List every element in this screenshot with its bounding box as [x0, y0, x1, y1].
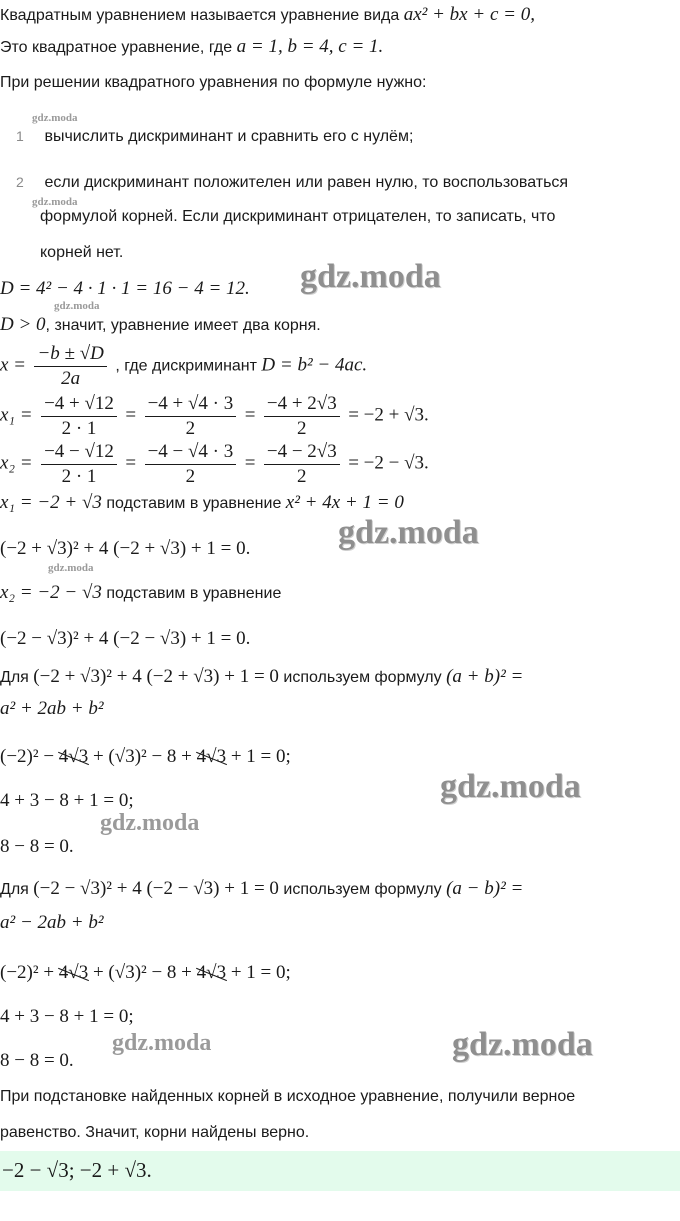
watermark-logo: gdz.moda: [338, 514, 479, 551]
cancelled-term: 4√3: [196, 746, 227, 767]
step-text: корней нет.: [40, 244, 124, 261]
intro-line-3: При решении квадратного уравнения по формуле нужно:: [0, 74, 427, 91]
check-x1: [0, 492, 404, 514]
expr-part: + 1 = 0;: [226, 746, 291, 767]
check-x2-substitution: (−2 − √3)² + 4 (−2 − √3) + 1 = 0.: [0, 628, 251, 649]
expand-minus-line-1: [0, 962, 291, 984]
formula-text: , где дискриминант: [115, 357, 257, 375]
step-number: 1: [16, 128, 24, 144]
expand-plus-line-2: 4 + 3 − 8 + 1 = 0;: [0, 790, 134, 811]
root-formula: [0, 342, 367, 391]
root-x2: x₂ = $\frac{-4 - √12}{2 \cdot 1}$ = $\frac{-4 - √4 \cdot 3}{2}$ = $\frac{-4 - 2√3}{2}$ = −2 − √3.: [0, 441, 429, 487]
root-result: = −2 + √3.: [348, 404, 429, 426]
expand-minus-line-3: 8 − 8 = 0.: [0, 1050, 74, 1071]
fraction-numerator: −4 − 2√3: [264, 440, 340, 465]
answer-box: [0, 1151, 680, 1191]
fraction-numerator: −4 − √4 · 3: [145, 440, 237, 465]
check-equation: x² + 4x + 1 = 0: [285, 492, 404, 513]
check-math: x₁ = −2 + √3: [0, 492, 102, 513]
cancelled-term: 4√3: [58, 962, 89, 983]
watermark-logo: gdz.moda: [440, 768, 581, 805]
fraction-numerator: −b ± √D: [34, 342, 106, 367]
expand-plus-line-1: [0, 746, 291, 768]
intro-text: Это квадратное уравнение, где: [0, 39, 233, 56]
block-expr: (−2 + √3)² + 4 (−2 + √3) + 1 = 0: [33, 666, 279, 687]
expand-minus-line-2: 4 + 3 − 8 + 1 = 0;: [0, 1006, 134, 1027]
discriminant-eq: D = 4² − 4 · 1 · 1 = 16 − 4 = 12.: [0, 278, 250, 299]
fraction-numerator: −4 − √12: [41, 440, 117, 465]
block-formula: (a − b)² =: [446, 878, 524, 899]
expr-part: (−2)² −: [0, 746, 59, 767]
root-lhs: x₁ =: [0, 404, 33, 426]
formula-disc: D = b² − 4ac.: [261, 354, 368, 376]
expand-plus-line-3: 8 − 8 = 0.: [0, 836, 74, 857]
fraction-numerator: −4 + 2√3: [264, 392, 340, 417]
check-x2: [0, 582, 281, 604]
root-lhs: x₂ =: [0, 452, 33, 474]
intro-math: ax² + bx + c = 0,: [403, 4, 535, 25]
fraction-denominator: 2 · 1: [61, 466, 97, 487]
conclusion-line-2: равенство. Значит, корни найдены верно.: [0, 1124, 310, 1141]
fraction-numerator: −4 + √4 · 3: [145, 392, 237, 417]
discriminant-text: , значит, уравнение имеет два корня.: [45, 317, 321, 334]
intro-line-1: [0, 4, 535, 26]
expr-part: + 1 = 0;: [226, 962, 291, 983]
step-number: 2: [16, 174, 24, 190]
fraction-denominator: 2 · 1: [61, 418, 97, 439]
block-text: используем формулу: [283, 881, 442, 898]
fraction-denominator: 2a: [61, 368, 81, 389]
expand-plus-header: [0, 666, 523, 688]
discriminant-positive: [0, 314, 321, 336]
watermark-logo: gdz.moda: [54, 300, 100, 312]
expr-part: + (√3)² − 8 +: [88, 746, 197, 767]
answer-text: −2 − √3; −2 + √3.: [2, 1158, 152, 1182]
watermark-logo: gdz.moda: [300, 258, 441, 295]
step-text: вычислить дискриминант и сравнить его с нулём;: [44, 128, 414, 145]
intro-line-2: [0, 36, 383, 58]
fraction: [264, 392, 340, 441]
root-result: = −2 − √3.: [348, 452, 429, 474]
block-expr: (−2 − √3)² + 4 (−2 − √3) + 1 = 0: [33, 878, 279, 899]
formula-fraction: [34, 342, 106, 391]
formula-lhs: x =: [0, 354, 27, 376]
fraction-denominator: 2: [185, 418, 196, 439]
check-text: подставим в уравнение: [106, 585, 282, 602]
fraction: [41, 392, 117, 441]
intro-text: Квадратным уравнением называется уравнение вида: [0, 7, 400, 24]
fraction: [41, 440, 117, 489]
intro-math: a = 1, b = 4, c = 1.: [236, 36, 384, 57]
block-text: Для: [0, 669, 29, 686]
fraction-denominator: 2: [185, 466, 196, 487]
watermark-logo: gdz.moda: [48, 562, 94, 574]
watermark-logo: gdz.moda: [32, 196, 78, 208]
watermark-logo: gdz.moda: [32, 112, 78, 124]
cancelled-term: 4√3: [58, 746, 89, 767]
conclusion-line-1: При подстановке найденных корней в исходное уравнение, получили верное: [0, 1088, 576, 1105]
expr-part: + (√3)² − 8 +: [88, 962, 197, 983]
watermark-logo: gdz.moda: [112, 1030, 212, 1056]
check-math: x₂ = −2 − √3: [0, 582, 102, 603]
block-text: Для: [0, 881, 29, 898]
block-formula: (a + b)² =: [446, 666, 524, 687]
step-text: если дискриминант положителен или равен нулю, то воспользоваться: [44, 174, 569, 191]
expr-part: (−2)² +: [0, 962, 59, 983]
step-item: [0, 128, 413, 146]
block-formula-rhs: a² − 2ab + b²: [0, 912, 104, 933]
fraction: [264, 440, 340, 489]
step-text: формулой корней. Если дискриминант отрицателен, то записать, что: [40, 208, 556, 225]
step-item: [0, 174, 568, 192]
expand-minus-header: [0, 878, 523, 900]
check-text: подставим в уравнение: [106, 495, 282, 512]
block-text: используем формулу: [283, 669, 442, 686]
fraction-numerator: −4 + √12: [41, 392, 117, 417]
fraction: [145, 440, 237, 489]
watermark-logo: gdz.moda: [452, 1026, 593, 1063]
block-formula-rhs: a² + 2ab + b²: [0, 698, 104, 719]
fraction-denominator: 2: [297, 418, 307, 439]
cancelled-term: 4√3: [196, 962, 227, 983]
fraction: [145, 392, 237, 441]
watermark-logo: gdz.moda: [100, 810, 200, 836]
check-x1-substitution: (−2 + √3)² + 4 (−2 + √3) + 1 = 0.: [0, 538, 251, 559]
discriminant-math: D > 0: [0, 314, 46, 335]
fraction-denominator: 2: [297, 466, 307, 487]
root-x1: x₁ = $\frac{-4 + √12}{2 \cdot 1}$ = $\frac{-4 + √4 \cdot 3}{2}$ = $\frac{-4 + 2√3}{2}$ = −2 + √3.: [0, 393, 429, 439]
